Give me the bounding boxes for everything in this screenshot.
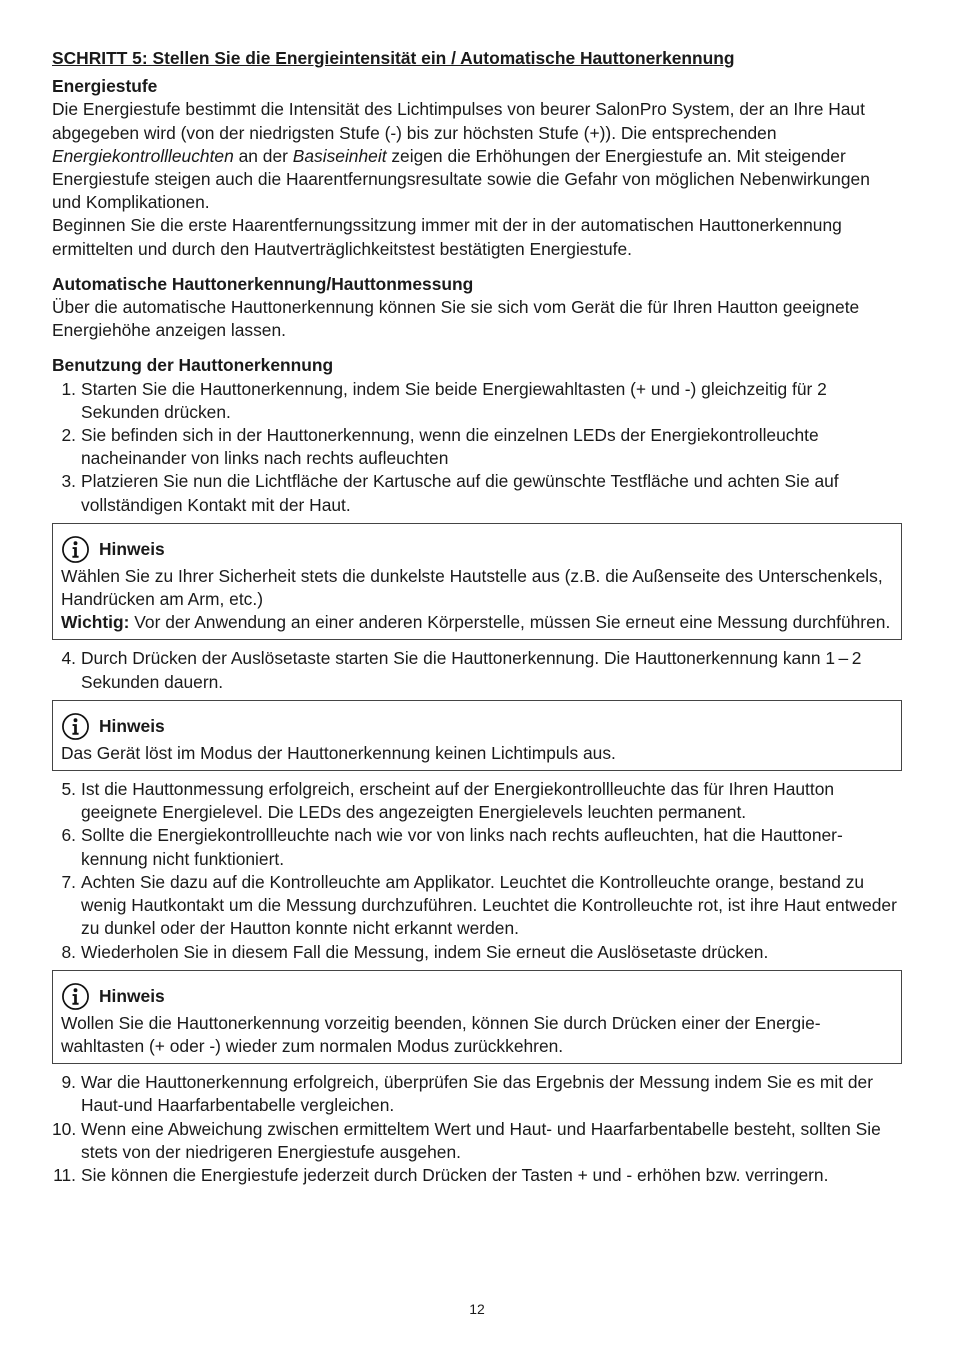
list-item <box>52 424 902 470</box>
item-number: 4. <box>61 648 76 669</box>
usage-list-1 <box>52 378 902 517</box>
item-text: Durch Drücken der Auslösetaste starten Sie die Hauttonerkennung. Die Hauttonerkennung kann 1 – 2 Sekunden dauern. <box>81 648 862 692</box>
note-header <box>61 712 893 741</box>
note-label: Hinweis <box>99 538 165 559</box>
note-text: Wollen Sie die Hauttonerkennung vorzeitig beenden, können Sie durch Drücken einer der Energiewahltasten (+ oder -) wieder zum normalen Modus zurückkehren. <box>61 1012 821 1056</box>
note-box-1 <box>52 523 902 641</box>
list-item <box>52 1164 902 1187</box>
list-item <box>52 941 902 964</box>
energy-italic-2: Basiseinheit <box>292 145 387 166</box>
list-item <box>52 378 902 424</box>
energy-paragraph <box>52 98 902 214</box>
item-number: 3. <box>61 471 76 492</box>
info-circle-icon <box>61 982 90 1011</box>
list-item <box>52 647 902 693</box>
item-text: Platzieren Sie nun die Lichtfläche der Kartusche auf die gewünschte Testfläche und achten Sie auf vollständigen Kontakt mit der Haut. <box>81 471 839 515</box>
item-number: 6. <box>61 825 76 846</box>
item-text: Starten Sie die Hauttonerkennung, indem Sie beide Energiewahltasten (+ und -) gleichzeitig für 2 Sekunden drücken. <box>81 378 827 422</box>
usage-section <box>52 354 902 1187</box>
info-circle-icon <box>61 712 90 741</box>
note-label: Hinweis <box>99 985 165 1006</box>
item-text: Achten Sie dazu auf die Kontrolleuchte am Applikator. Leuchtet die Kontrolleuchte orange, bestand zu wenig Hautkontakt um die Messung durchzuführen. Leuchtet die Kontrolleuchte rot, ist ihre Haut entweder zu dunkel oder der Hautton konnte nicht erkannt werden. <box>81 871 897 939</box>
auto-section <box>52 273 902 343</box>
item-text: Wenn eine Abweichung zwischen ermitteltem Wert und Haut- und Haarfarbentabelle besteht, sollten Sie stets von der niedrigeren Energiestufe ausgehen. <box>81 1118 881 1162</box>
item-text: Sie können die Energiestufe jederzeit durch Drücken der Tasten + und - erhöhen bzw. verringern. <box>81 1164 829 1185</box>
item-number: 1. <box>61 378 76 399</box>
usage-list-3 <box>52 778 902 964</box>
energy-text-2: an der <box>233 145 293 166</box>
note-box-2 <box>52 700 902 771</box>
item-number: 7. <box>61 871 76 892</box>
energy-italic-1: Energiekontrollleuchten <box>52 145 234 166</box>
list-item <box>52 824 902 870</box>
item-number: 11. <box>53 1164 76 1185</box>
list-item <box>52 1071 902 1117</box>
energy-text-3: zeigen die Erhöhungen der Energiestufe an. Mit steigender Energiestufe steigen auch die Haarentfernungsresultate sowie die Gefahr von möglichen Nebenwirkungen und Komplikationen. <box>52 145 870 213</box>
item-text: Sollte die Energiekontrollleuchte nach wie vor von links nach rechts aufleuchten, hat die Hauttonerkennung nicht funktioniert. <box>81 825 843 869</box>
list-item <box>52 871 902 941</box>
note-important <box>61 611 893 634</box>
usage-list-4 <box>52 1071 902 1187</box>
info-circle-icon <box>61 535 90 564</box>
usage-heading: Benutzung der Hauttonerkennung <box>52 355 334 376</box>
note-box-3 <box>52 970 902 1064</box>
note-header <box>61 535 893 564</box>
auto-paragraph: Über die automatische Hauttonerkennung können Sie sie sich vom Gerät die für Ihren Hautton geeignete Energiehöhe anzeigen lassen. <box>52 297 860 341</box>
item-number: 5. <box>61 779 76 800</box>
auto-heading: Automatische Hauttonerkennung/Hauttonmessung <box>52 273 474 294</box>
item-number: 10. <box>52 1118 77 1139</box>
note-important-label: Wichtig: <box>61 612 130 633</box>
list-item <box>52 778 902 824</box>
note-text: Wählen Sie zu Ihrer Sicherheit stets die dunkelste Hautstelle aus (z.B. die Außenseite des Unterschenkels, Handrücken am Arm, etc.) <box>61 565 883 610</box>
item-number: 2. <box>61 425 76 446</box>
list-item <box>52 1118 902 1164</box>
note-important-text: Vor der Anwendung an einer anderen Körperstelle, müssen Sie erneut eine Messung durchführen. <box>129 612 891 633</box>
energy-section <box>52 75 902 261</box>
note-text: Das Gerät löst im Modus der Hauttonerkennung keinen Lichtimpuls aus. <box>61 742 616 763</box>
page-content <box>52 47 902 1187</box>
list-item <box>52 470 902 516</box>
note-label: Hinweis <box>99 715 165 736</box>
energy-text-1: Die Energiestufe bestimmt die Intensität des Lichtimpulses von beurer SalonPro System, der an Ihre Haut abgegeben wird (von der niedrigsten Stufe (-) bis zur höchsten Stufe (+)). Die entsprechenden <box>52 99 865 143</box>
page-number: 12 <box>469 1301 485 1317</box>
item-text: Wiederholen Sie in diesem Fall die Messung, indem Sie erneut die Auslösetaste drücken. <box>81 941 769 962</box>
item-text: Sie befinden sich in der Hauttonerkennung, wenn die einzelnen LEDs der Energiekontrolleuchte nacheinander von links nach rechts aufleuchten <box>81 425 819 469</box>
step-title: SCHRITT 5: Stellen Sie die Energieintensität ein / Automatische Hauttonerkennung <box>52 48 735 68</box>
item-text: War die Hauttonerkennung erfolgreich, überprüfen Sie das Ergebnis der Messung indem Sie es mit der Haut-und Haarfarbentabelle vergleichen. <box>81 1072 874 1116</box>
energy-paragraph-2: Beginnen Sie die erste Haarentfernungssitzung immer mit der in der automatischen Hauttonerkennung ermittelten und durch den Hautverträglichkeitstest bestätigten Energiestufe. <box>52 215 842 259</box>
item-number: 9. <box>61 1072 76 1093</box>
item-text: Ist die Hauttonmessung erfolgreich, erscheint auf der Energiekontrollleuchte das für Ihren Hautton geeignete Energielevel. Die LEDs des angezeigten Energielevels leuchten permanent. <box>81 779 835 823</box>
note-header <box>61 982 893 1011</box>
energy-heading: Energiestufe <box>52 76 158 97</box>
item-number: 8. <box>61 941 76 962</box>
usage-list-2 <box>52 647 902 693</box>
